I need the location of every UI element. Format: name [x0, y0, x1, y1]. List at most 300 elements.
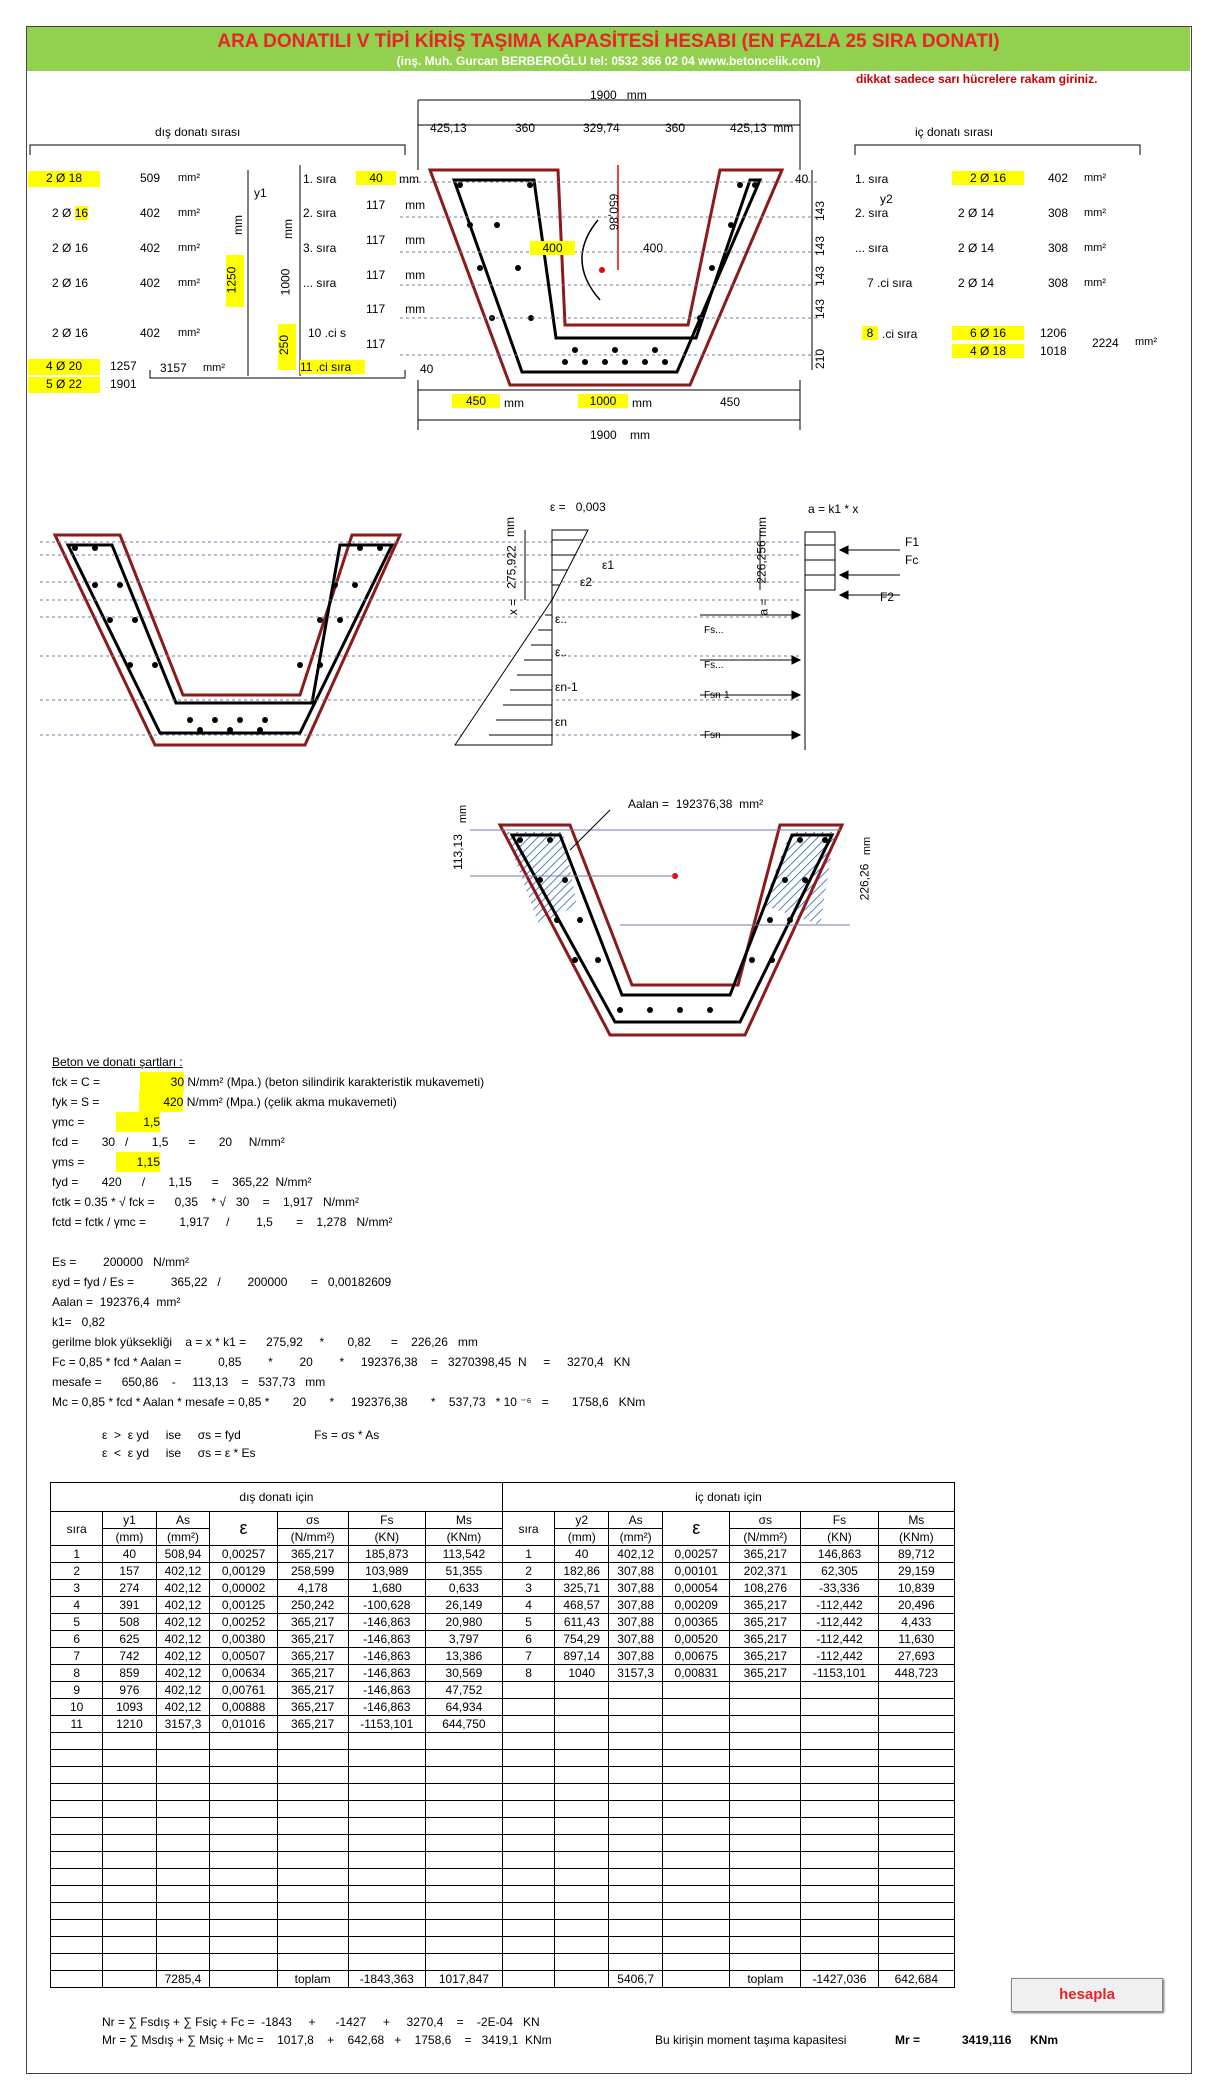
- outer-cell: 0,00129: [210, 1563, 277, 1580]
- inner-row-count-cell[interactable]: 8: [862, 326, 878, 340]
- inner-cell: [801, 1682, 878, 1699]
- inner-cell: [663, 1937, 730, 1954]
- outer-cell: [425, 1750, 502, 1767]
- outer-header-0: sıra: [51, 1512, 103, 1546]
- inner-cell: [502, 1937, 554, 1954]
- inner-row-label-last: .ci sıra: [882, 327, 918, 341]
- inner-cell: -1153,101: [801, 1665, 878, 1682]
- inner-cell: 0,00209: [663, 1597, 730, 1614]
- outer-cell: 402,12: [156, 1682, 210, 1699]
- outer-bar-1[interactable]: 2 Ø 18: [28, 171, 100, 187]
- table-row: [51, 1869, 955, 1886]
- inner-spacing-5: 210: [813, 348, 828, 370]
- gmc-row: γmc = 1,5: [52, 1112, 645, 1132]
- outer-cell: [277, 1801, 348, 1818]
- outer-cell: 508: [103, 1614, 156, 1631]
- nr-summary: Nr = ∑ Fsdış + ∑ Fsiç + Fc = -1843 + -1427 + 3270,4 = -2E-04 KN: [102, 2015, 540, 2029]
- inner-cell: [502, 1869, 554, 1886]
- outer-cell: [51, 1835, 103, 1852]
- outer-cell: [425, 1886, 502, 1903]
- inner-table-title: iç donatı için: [502, 1483, 954, 1512]
- inner-cell: [730, 1937, 801, 1954]
- outer-cell: [156, 1801, 210, 1818]
- inner-cell: [730, 1903, 801, 1920]
- inner-cell: 2: [502, 1563, 554, 1580]
- inner-cell: 4: [502, 1597, 554, 1614]
- inner-cell: -112,442: [801, 1597, 878, 1614]
- outer-cell: [277, 1886, 348, 1903]
- fc-label: Fc: [905, 553, 919, 567]
- outer-cell: 185,873: [348, 1546, 425, 1563]
- outer-bottom-unit: mm²: [203, 362, 225, 374]
- outer-rebar-title: dış donatı sırası: [155, 125, 241, 139]
- inner-cell: 10,839: [878, 1580, 954, 1597]
- inner-bottom-area-2: 1018: [1040, 344, 1067, 358]
- outer-unit-5: mm²: [178, 327, 200, 339]
- outer-cell: [348, 1869, 425, 1886]
- inner-cell: 611,43: [555, 1614, 609, 1631]
- gmc-input[interactable]: 1,5: [116, 1112, 160, 1132]
- inner-bottom-area-1: 1206: [1040, 326, 1067, 340]
- inner-cell: [609, 1750, 663, 1767]
- outer-cell: [425, 1818, 502, 1835]
- inner-cell: [878, 1852, 954, 1869]
- outer-cover-cell[interactable]: 40: [356, 171, 396, 185]
- inner-cell: [609, 1716, 663, 1733]
- rule-1: ε > ε yd ise σs = fyd Fs = σs * As: [102, 1428, 380, 1442]
- wall-left-cell[interactable]: 400: [530, 241, 575, 255]
- capacity-unit: KNm: [1030, 2033, 1059, 2047]
- inner-cell: [555, 1903, 609, 1920]
- outer-unit-1: mm²: [178, 172, 200, 184]
- outer-total-label: toplam: [277, 1971, 348, 1988]
- inner-cell: [730, 1886, 801, 1903]
- inner-bar-2[interactable]: 2 Ø 14: [958, 206, 995, 220]
- outer-row-label-4: ... sıra: [303, 276, 337, 290]
- outer-cell: 365,217: [277, 1546, 348, 1563]
- outer-cell: 26,149: [425, 1597, 502, 1614]
- bottom-dim-mid-unit: mm: [632, 396, 652, 410]
- outer-cell: [210, 1903, 277, 1920]
- table-row: [51, 1784, 955, 1801]
- outer-cell: [156, 1750, 210, 1767]
- outer-bar-3: 2 Ø 16: [52, 241, 89, 255]
- inner-unit-2: mm²: [1084, 207, 1106, 219]
- outer-cell: [277, 1733, 348, 1750]
- top-dim-2: 360: [515, 121, 536, 135]
- outer-cell: [210, 1869, 277, 1886]
- table-row: [51, 1682, 955, 1699]
- inner-cell: [555, 1682, 609, 1699]
- inner-cell: [502, 1920, 554, 1937]
- inner-spacing-2: 143: [813, 265, 828, 287]
- fs-label-1: Fs...: [704, 625, 724, 636]
- compression-depth-unit: mm: [861, 836, 874, 856]
- inner-cell: 365,217: [730, 1546, 801, 1563]
- inner-cell: -112,442: [801, 1648, 878, 1665]
- outer-cell: [425, 1733, 502, 1750]
- inner-cell: [555, 1716, 609, 1733]
- inner-cell: [730, 1801, 801, 1818]
- compression-offset: 113,13: [450, 834, 465, 870]
- inner-cell: [801, 1784, 878, 1801]
- inner-cell: [555, 1886, 609, 1903]
- outer-bottom-bar-2[interactable]: 5 Ø 22: [28, 377, 100, 393]
- inner-bottom-total: 2224: [1092, 336, 1119, 350]
- inner-cell: 307,88: [609, 1580, 663, 1597]
- unit-cell: (KNm): [878, 1529, 954, 1546]
- outer-cell: [425, 1835, 502, 1852]
- unit-cell: (KN): [348, 1529, 425, 1546]
- outer-unit-4: mm²: [178, 277, 200, 289]
- inner-area-4: 308: [1048, 276, 1069, 290]
- inner-cell: [555, 1699, 609, 1716]
- outer-bottom-bar-1[interactable]: 4 Ø 20: [28, 359, 100, 375]
- outer-cell: [348, 1903, 425, 1920]
- unit-cell: (mm): [103, 1529, 156, 1546]
- inner-header-6: Ms: [878, 1512, 954, 1529]
- outer-cell: 365,217: [277, 1665, 348, 1682]
- fc-line: Fc = 0,85 * fcd * Aalan = 0,85 * 20 * 192376,38 = 3270398,45 N = 3270,4 KN: [52, 1355, 631, 1369]
- top-dim-1: 425,13: [430, 121, 467, 135]
- outer-cell: 365,217: [277, 1614, 348, 1631]
- outer-total-ms: 1017,847: [425, 1971, 502, 1988]
- inner-cell: [663, 1682, 730, 1699]
- table-row: [51, 1546, 955, 1563]
- inner-cell: [663, 1784, 730, 1801]
- outer-cell: [103, 1954, 156, 1971]
- inner-cell: 307,88: [609, 1631, 663, 1648]
- outer-cell: [156, 1835, 210, 1852]
- inner-cell: 365,217: [730, 1631, 801, 1648]
- inner-cell: [555, 1852, 609, 1869]
- outer-header-3: ε: [210, 1512, 277, 1546]
- outer-cell: [51, 1920, 103, 1937]
- outer-cell: [103, 1801, 156, 1818]
- outer-cover-unit: mm: [399, 172, 419, 186]
- inner-cell: [663, 1886, 730, 1903]
- outer-cell: [51, 1750, 103, 1767]
- inner-cell: [502, 1784, 554, 1801]
- fck-input[interactable]: 30: [140, 1072, 184, 1092]
- inner-cell: [730, 1699, 801, 1716]
- outer-cell: [156, 1784, 210, 1801]
- outer-cell: [103, 1818, 156, 1835]
- unit-cell: (N/mm²): [277, 1529, 348, 1546]
- outer-cell: 0,01016: [210, 1716, 277, 1733]
- neutral-axis-depth: 275,922: [504, 545, 519, 589]
- inner-cell: [730, 1716, 801, 1733]
- inner-cell: [609, 1886, 663, 1903]
- inner-cell: [555, 1733, 609, 1750]
- inner-total-label: toplam: [730, 1971, 801, 1988]
- table-row: [51, 1767, 955, 1784]
- outer-cell: [348, 1784, 425, 1801]
- aalan-line: Aalan = 192376,4 mm²: [52, 1295, 181, 1309]
- a-mm: mm: [755, 517, 769, 537]
- outer-cell: [425, 1801, 502, 1818]
- inner-cell: [663, 1903, 730, 1920]
- inner-cell: 3157,3: [609, 1665, 663, 1682]
- outer-cell: 0,00125: [210, 1597, 277, 1614]
- table-row: [51, 1750, 955, 1767]
- outer-cell: [277, 1852, 348, 1869]
- outer-spacing-2: 117 mm: [366, 233, 426, 247]
- outer-cell: 1210: [103, 1716, 156, 1733]
- inner-cell: [801, 1699, 878, 1716]
- page-title: ARA DONATILI V TİPİ KİRİŞ TAŞIMA KAPASİTESİ HESABI (EN FAZLA 25 SIRA DONATI): [217, 31, 1000, 52]
- outer-cell: -100,628: [348, 1597, 425, 1614]
- materials-block: [52, 1052, 645, 1462]
- outer-total-fs: -1843,363: [348, 1971, 425, 1988]
- inner-bar-3: 2 Ø 14: [958, 241, 995, 255]
- outer-area-1: 509: [140, 171, 161, 185]
- outer-cell: 8: [51, 1665, 103, 1682]
- outer-cell: [210, 1818, 277, 1835]
- outer-cell: [156, 1869, 210, 1886]
- bottom-dim-left-cell[interactable]: 450: [452, 394, 500, 408]
- a-formula: a = k1 * x: [808, 502, 859, 516]
- inner-cell: [730, 1733, 801, 1750]
- inner-cell: [502, 1767, 554, 1784]
- outer-cell: [348, 1801, 425, 1818]
- centroid-height: 650,86: [606, 193, 621, 231]
- outer-cell: [425, 1852, 502, 1869]
- inner-cell: -33,336: [801, 1580, 878, 1597]
- unit-cell: (mm): [555, 1529, 609, 1546]
- top-dim-5: 425,13 mm: [730, 121, 794, 135]
- calculate-button[interactable]: hesapla: [1011, 1978, 1163, 2012]
- outer-bottom-area-1: 1257: [110, 359, 137, 373]
- eps1-label: ε1: [602, 558, 615, 572]
- eps2-label: ε2: [580, 575, 593, 589]
- inner-cell: [878, 1750, 954, 1767]
- outer-cell: [210, 1937, 277, 1954]
- inner-cell: [801, 1903, 878, 1920]
- a-label: a =: [756, 598, 771, 616]
- x-label: x =: [506, 598, 521, 616]
- inner-cell: 108,276: [730, 1580, 801, 1597]
- inner-cell: [555, 1937, 609, 1954]
- outer-cell: 10: [51, 1699, 103, 1716]
- inner-bar-1[interactable]: 2 Ø 16: [952, 171, 1024, 185]
- inner-total-fs: -1427,036: [801, 1971, 878, 1988]
- outer-cell: -1153,101: [348, 1716, 425, 1733]
- outer-cell: 0,00380: [210, 1631, 277, 1648]
- outer-bar-2[interactable]: 2 Ø 16: [52, 206, 89, 220]
- inner-cell: 0,00831: [663, 1665, 730, 1682]
- outer-cell: [425, 1784, 502, 1801]
- outer-cell: [425, 1767, 502, 1784]
- inner-cell: [609, 1801, 663, 1818]
- inner-cell: 8: [502, 1665, 554, 1682]
- inner-cell: [878, 1886, 954, 1903]
- inner-cell: 448,723: [878, 1665, 954, 1682]
- inner-cell: [878, 1835, 954, 1852]
- inner-cell: [878, 1920, 954, 1937]
- outer-cell: 6: [51, 1631, 103, 1648]
- outer-cell: 508,94: [156, 1546, 210, 1563]
- outer-area-2: 402: [140, 206, 161, 220]
- inner-spacing-3: 143: [813, 298, 828, 320]
- outer-cell: [210, 1920, 277, 1937]
- outer-cell: [156, 1954, 210, 1971]
- outer-cell: [277, 1784, 348, 1801]
- inner-cell: [502, 1699, 554, 1716]
- outer-cell: [51, 1937, 103, 1954]
- inner-rebar-title: iç donatı sırası: [915, 125, 994, 139]
- inner-cell: [609, 1818, 663, 1835]
- inner-cell: [609, 1869, 663, 1886]
- outer-row-label-10: 10 .ci s: [308, 326, 347, 340]
- inner-cell: [663, 1716, 730, 1733]
- moment-arrow: [582, 220, 600, 300]
- inner-cell: 365,217: [730, 1597, 801, 1614]
- inner-header-1: y2: [555, 1512, 609, 1529]
- total-height-cell[interactable]: 1250: [226, 255, 244, 307]
- inner-bottom-bar-1[interactable]: 6 Ø 16: [952, 326, 1024, 340]
- inner-area-3: 308: [1048, 241, 1069, 255]
- outer-cell: [103, 1886, 156, 1903]
- inner-header-2: As: [609, 1512, 663, 1529]
- outer-cell: [51, 1733, 103, 1750]
- inner-cell: [609, 1784, 663, 1801]
- inner-cell: [502, 1716, 554, 1733]
- inner-cell: 7: [502, 1648, 554, 1665]
- outer-row-label-11[interactable]: 11 .ci sıra: [300, 360, 365, 374]
- warning-note: dikkat sadece sarı hücrelere rakam giriniz.: [856, 72, 1098, 86]
- inner-cell: [801, 1835, 878, 1852]
- outer-cell: 0,00888: [210, 1699, 277, 1716]
- outer-cell: 391: [103, 1597, 156, 1614]
- bottom-height-cell[interactable]: 250: [278, 324, 296, 370]
- outer-row-label-1: 1. sıra: [303, 172, 337, 186]
- inner-cell: [663, 1801, 730, 1818]
- outer-spacing-4: 117 mm: [366, 302, 426, 316]
- outer-cell: [51, 1801, 103, 1818]
- inner-spacing-1: 143: [813, 235, 828, 257]
- outer-cell: [425, 1869, 502, 1886]
- gms-row: γms = 1,15: [52, 1152, 645, 1172]
- outer-cell: 51,355: [425, 1563, 502, 1580]
- outer-cell: [277, 1767, 348, 1784]
- outer-cell: 3: [51, 1580, 103, 1597]
- capacity-value: 3419,116: [962, 2033, 1012, 2047]
- outer-cell: 5: [51, 1614, 103, 1631]
- inner-cell: [801, 1801, 878, 1818]
- outer-cell: 365,217: [277, 1716, 348, 1733]
- mr-label: Mr =: [895, 2033, 921, 2047]
- inner-cell: [801, 1767, 878, 1784]
- inner-cell: 365,217: [730, 1665, 801, 1682]
- outer-cell: 3,797: [425, 1631, 502, 1648]
- outer-cell: 258,599: [277, 1563, 348, 1580]
- inner-cell: [609, 1682, 663, 1699]
- outer-cell: -146,863: [348, 1665, 425, 1682]
- inner-cell: [878, 1937, 954, 1954]
- total-cell: [210, 1971, 277, 1988]
- height-unit: mm: [231, 215, 245, 235]
- inner-header-4: σs: [730, 1512, 801, 1529]
- outer-cell: [348, 1937, 425, 1954]
- outer-cell: 0,00761: [210, 1682, 277, 1699]
- outer-cell: 365,217: [277, 1631, 348, 1648]
- inner-bottom-bar-2[interactable]: 4 Ø 18: [952, 344, 1024, 358]
- outer-cell: [51, 1784, 103, 1801]
- outer-cell: 402,12: [156, 1580, 210, 1597]
- inner-cell: 897,14: [555, 1648, 609, 1665]
- inner-cell: [502, 1682, 554, 1699]
- inner-cell: 20,496: [878, 1597, 954, 1614]
- f2-label: F2: [880, 590, 895, 604]
- table-row: [51, 1903, 955, 1920]
- outer-cell: [425, 1937, 502, 1954]
- inner-cell: [609, 1937, 663, 1954]
- inner-cell: 0,00054: [663, 1580, 730, 1597]
- inner-cell: [502, 1801, 554, 1818]
- outer-cell: 644,750: [425, 1716, 502, 1733]
- inner-bar-4: 2 Ø 14: [958, 276, 995, 290]
- cross-section-1: [30, 100, 1140, 430]
- outer-cell: [210, 1801, 277, 1818]
- outer-cell: [51, 1818, 103, 1835]
- bottom-dim-mid-cell[interactable]: 1000: [578, 394, 628, 408]
- y1-label: y1: [254, 186, 267, 200]
- bottom-cover: 40: [420, 362, 434, 376]
- outer-header-4: σs: [277, 1512, 348, 1529]
- fyk-input[interactable]: 420: [139, 1092, 183, 1112]
- outer-cell: [103, 1903, 156, 1920]
- inner-cell: 29,159: [878, 1563, 954, 1580]
- inner-area-2: 308: [1048, 206, 1069, 220]
- outer-bar-5: 2 Ø 16: [52, 326, 89, 340]
- outer-cell: 402,12: [156, 1699, 210, 1716]
- inner-cell: [801, 1716, 878, 1733]
- capacity-label: Bu kirişin moment taşıma kapasitesi: [655, 2033, 847, 2047]
- outer-cell: 30,569: [425, 1665, 502, 1682]
- inner-cell: [555, 1767, 609, 1784]
- mesafe-line: mesafe = 650,86 - 113,13 = 537,73 mm: [52, 1375, 326, 1389]
- inner-cell: 202,371: [730, 1563, 801, 1580]
- total-cell: [555, 1971, 609, 1988]
- table-row: [51, 1835, 955, 1852]
- unit-cell: (KN): [801, 1529, 878, 1546]
- table-row: [51, 1631, 955, 1648]
- strain-top: ε = 0,003: [550, 500, 606, 514]
- outer-cell: [277, 1920, 348, 1937]
- top-dim-4: 360: [665, 121, 686, 135]
- outer-cell: [210, 1733, 277, 1750]
- inner-cell: [730, 1818, 801, 1835]
- inner-cell: [502, 1852, 554, 1869]
- outer-cell: 64,934: [425, 1699, 502, 1716]
- inner-unit-1: mm²: [1084, 172, 1106, 184]
- outer-cell: 742: [103, 1648, 156, 1665]
- results-table: [50, 1482, 955, 1988]
- table-row: [51, 1937, 955, 1954]
- block-line: gerilme blok yüksekliği a = x * k1 = 275,92 * 0,82 = 226,26 mm: [52, 1335, 478, 1349]
- outer-cell: 20,980: [425, 1614, 502, 1631]
- outer-cell: 40: [103, 1546, 156, 1563]
- outer-cell: [425, 1903, 502, 1920]
- outer-spacing-3: 117 mm: [366, 268, 426, 282]
- outer-row-label-2: 2. sıra: [303, 206, 337, 220]
- gms-input[interactable]: 1,15: [116, 1152, 160, 1172]
- inner-cell: 3: [502, 1580, 554, 1597]
- block-depth: 226,256: [754, 540, 769, 584]
- outer-cell: 157: [103, 1563, 156, 1580]
- inner-cell: [609, 1903, 663, 1920]
